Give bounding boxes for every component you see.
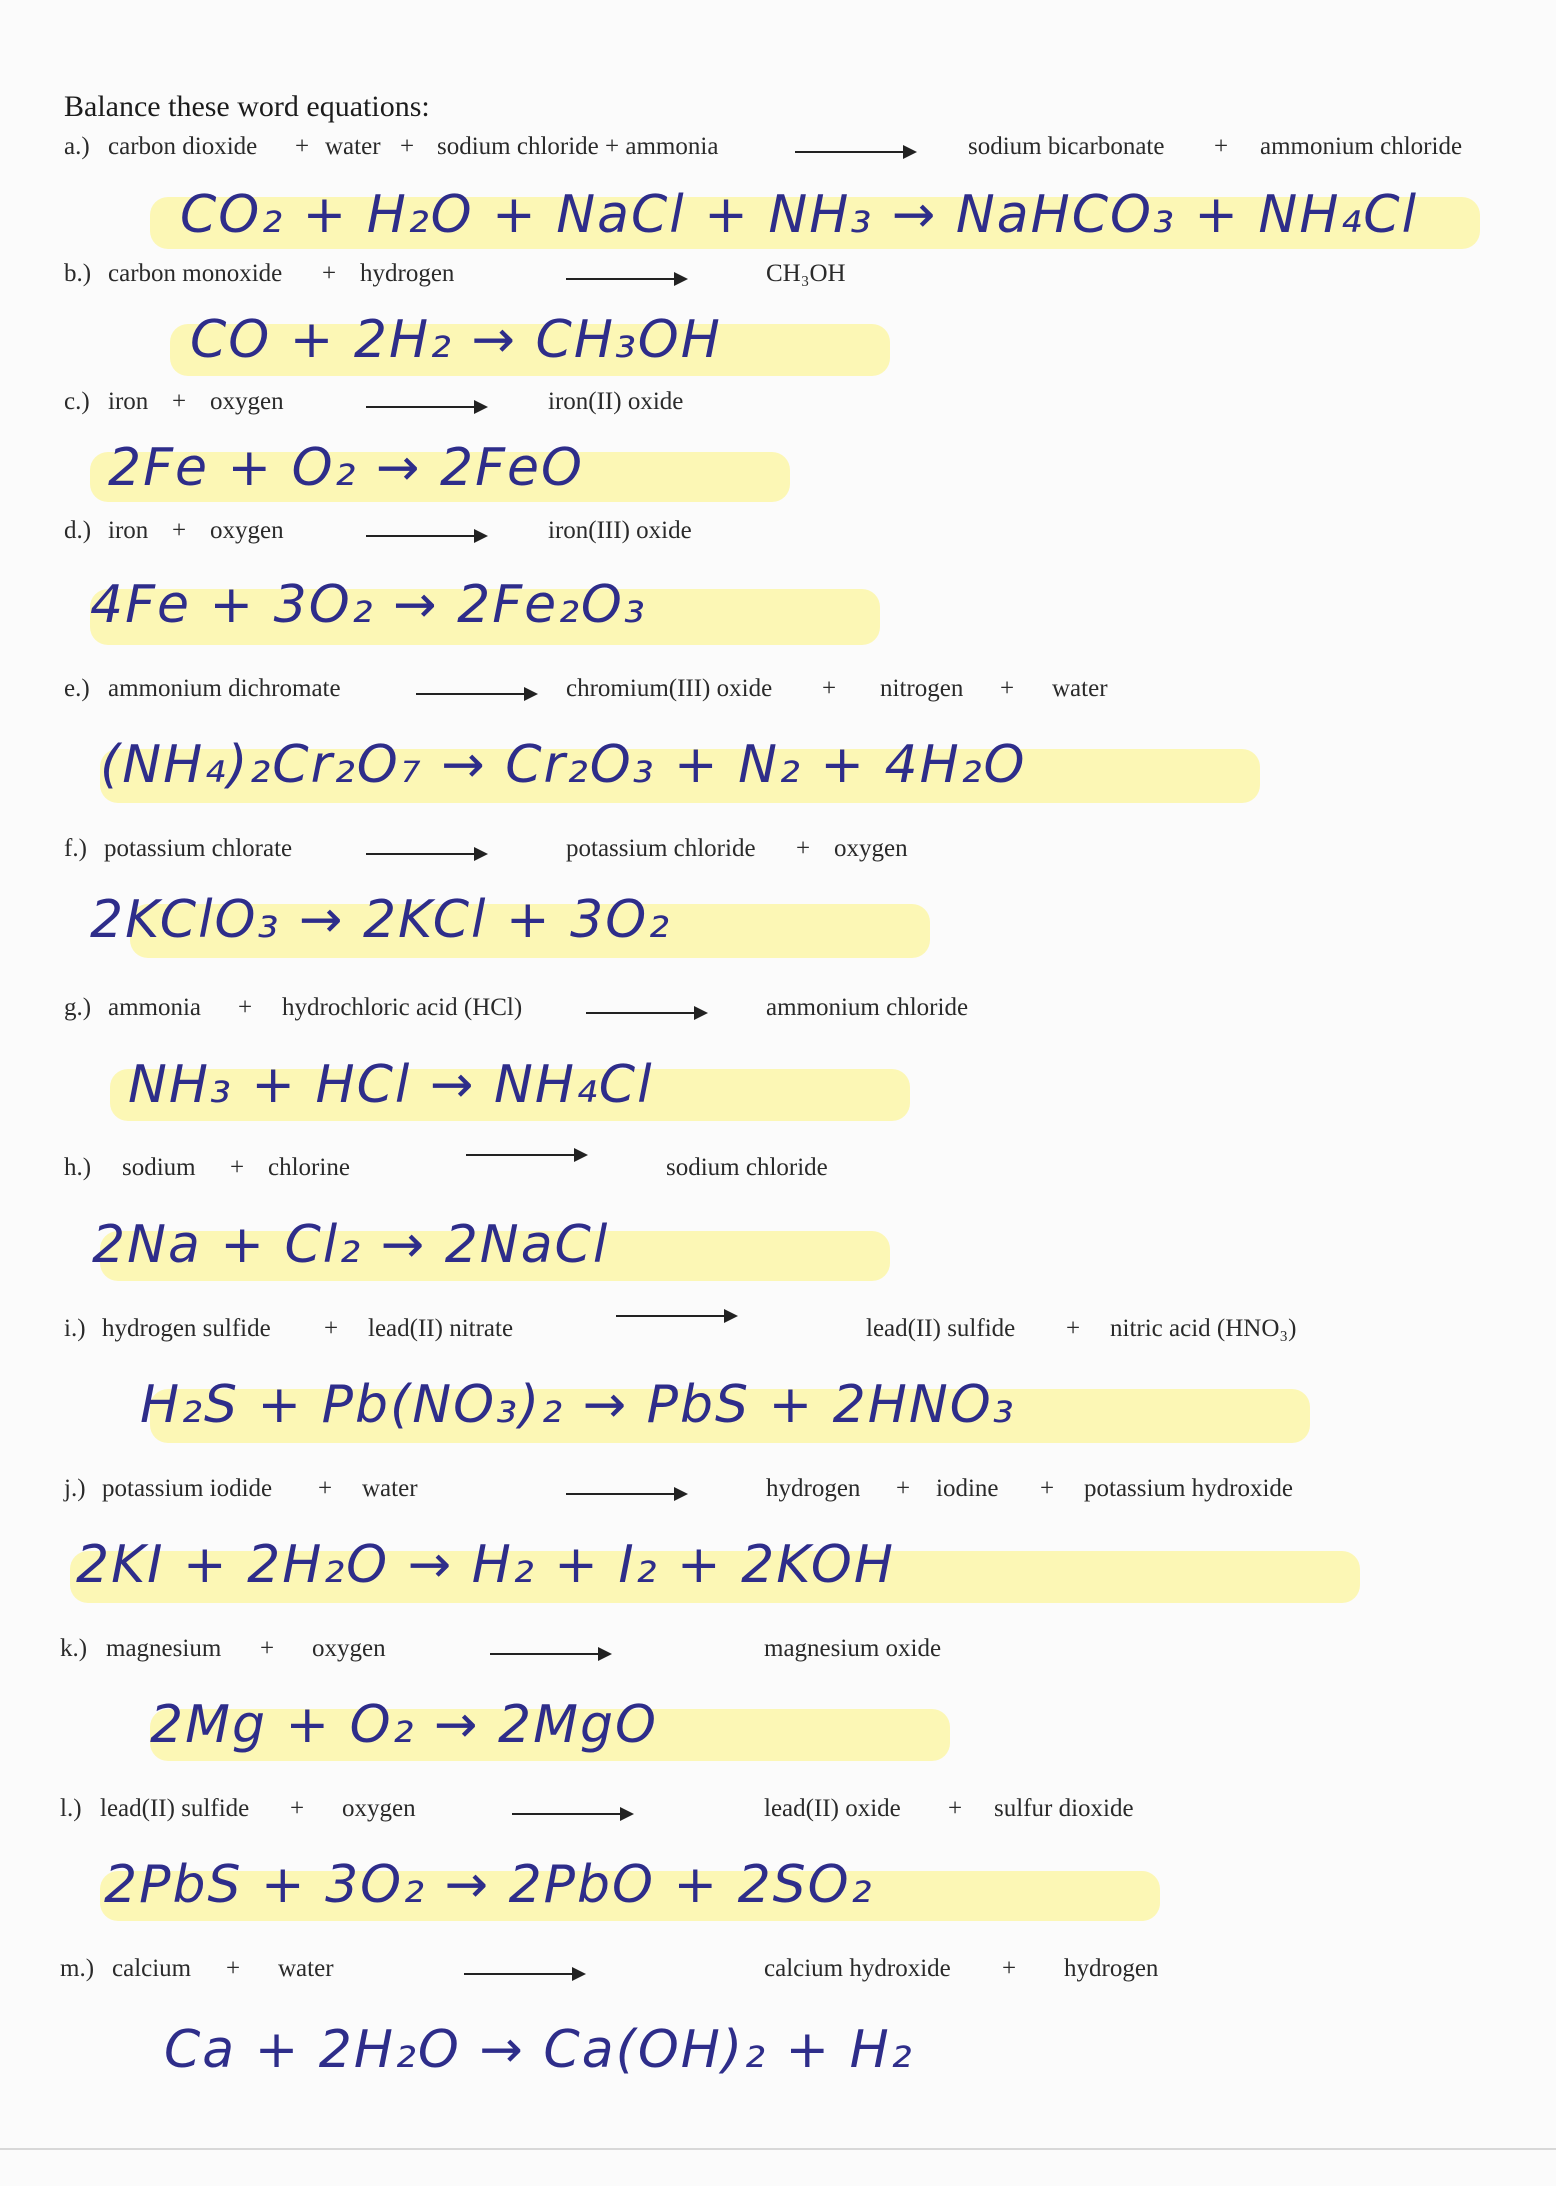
answer-e xyxy=(0,725,1556,815)
reactant: oxygen xyxy=(210,517,284,544)
plus-sign: + xyxy=(1066,1315,1081,1342)
reactant: calcium xyxy=(112,1955,192,1982)
reaction-arrow xyxy=(616,1315,736,1317)
answer-f xyxy=(0,880,1556,970)
page-edge xyxy=(0,2148,1556,2150)
reaction-arrow xyxy=(366,535,486,537)
question-row-i xyxy=(0,1315,1556,1355)
plus-sign: + xyxy=(322,260,337,287)
reactant: carbon dioxide xyxy=(108,133,258,160)
plus-sign: + xyxy=(1214,133,1229,160)
product: hydrogen xyxy=(1064,1955,1159,1982)
question-label: f.) xyxy=(64,835,87,862)
plus-sign: + xyxy=(226,1955,241,1982)
product: sodium bicarbonate xyxy=(968,133,1165,160)
reactant: oxygen xyxy=(342,1795,416,1822)
reaction-arrow xyxy=(416,693,536,695)
product: magnesium oxide xyxy=(764,1635,942,1662)
question-label: m.) xyxy=(60,1955,95,1982)
question-label: d.) xyxy=(64,517,92,544)
handwritten-answer: 2KI + 2H₂O → H₂ + I₂ + 2KOH xyxy=(76,1535,895,1595)
page-title: Balance these word equations: xyxy=(64,90,430,123)
reaction-arrow xyxy=(466,1154,586,1156)
reactant: sodium chloride + ammonia xyxy=(437,133,719,160)
question-row-j xyxy=(0,1475,1556,1515)
reactant: sodium xyxy=(122,1154,196,1181)
question-label: j.) xyxy=(64,1475,86,1502)
question-label: g.) xyxy=(64,994,92,1021)
reaction-arrow xyxy=(464,1973,584,1975)
product: ammonium chloride xyxy=(1260,133,1463,160)
reactant: hydrogen sulfide xyxy=(102,1315,271,1342)
product: oxygen xyxy=(834,835,908,862)
plus-sign: + xyxy=(172,517,187,544)
product: chromium(III) oxide xyxy=(566,675,773,702)
answer-j xyxy=(0,1525,1556,1615)
reactant: iron xyxy=(108,517,149,544)
question-label: l.) xyxy=(60,1795,82,1822)
question-label: e.) xyxy=(64,675,90,702)
product: CH₃OH xyxy=(766,260,846,287)
plus-sign: + xyxy=(1002,1955,1017,1982)
handwritten-answer: 2Fe + O₂ → 2FeO xyxy=(108,438,584,498)
product: iodine xyxy=(936,1475,999,1502)
handwritten-answer: NH₃ + HCl → NH₄Cl xyxy=(128,1055,654,1115)
answer-d xyxy=(0,565,1556,655)
reactant: potassium iodide xyxy=(102,1475,273,1502)
answer-h xyxy=(0,1205,1556,1295)
question-row-g xyxy=(0,994,1556,1034)
product: potassium chloride xyxy=(566,835,756,862)
answer-l xyxy=(0,1845,1556,1935)
product: iron(II) oxide xyxy=(548,388,684,415)
plus-sign: + xyxy=(796,835,811,862)
plus-sign: + xyxy=(822,675,837,702)
product: ammonium chloride xyxy=(766,994,969,1021)
question-label: a.) xyxy=(64,133,90,160)
plus-sign: + xyxy=(948,1795,963,1822)
plus-sign: + xyxy=(1040,1475,1055,1502)
handwritten-answer: (NH₄)₂Cr₂O₇ → Cr₂O₃ + N₂ + 4H₂O xyxy=(100,735,1027,795)
plus-sign: + xyxy=(172,388,187,415)
handwritten-answer: CO + 2H₂ → CH₃OH xyxy=(190,310,722,370)
question-label: i.) xyxy=(64,1315,86,1342)
reactant: water xyxy=(362,1475,418,1502)
answer-g xyxy=(0,1045,1556,1135)
question-row-b xyxy=(0,260,1556,300)
question-row-c xyxy=(0,388,1556,428)
question-row-e xyxy=(0,675,1556,715)
plus-sign: + xyxy=(318,1475,333,1502)
reaction-arrow xyxy=(566,278,686,280)
reactant: ammonia xyxy=(108,994,202,1021)
question-row-f xyxy=(0,835,1556,875)
product: nitric acid (HNO₃) xyxy=(1110,1315,1297,1342)
product: lead(II) sulfide xyxy=(866,1315,1016,1342)
handwritten-answer: 2PbS + 3O₂ → 2PbO + 2SO₂ xyxy=(104,1855,874,1915)
plus-sign: + xyxy=(295,133,310,160)
reactant: carbon monoxide xyxy=(108,260,283,287)
reactant: iron xyxy=(108,388,149,415)
product: calcium hydroxide xyxy=(764,1955,951,1982)
product: water xyxy=(1052,675,1108,702)
reactant: potassium chlorate xyxy=(104,835,293,862)
plus-sign: + xyxy=(400,133,415,160)
question-label: k.) xyxy=(60,1635,88,1662)
question-label: h.) xyxy=(64,1154,92,1181)
product: iron(III) oxide xyxy=(548,517,692,544)
answer-a xyxy=(0,175,1556,265)
product: lead(II) oxide xyxy=(764,1795,901,1822)
reactant: lead(II) sulfide xyxy=(100,1795,250,1822)
product: potassium hydroxide xyxy=(1084,1475,1294,1502)
product: hydrogen xyxy=(766,1475,861,1502)
reactant: ammonium dichromate xyxy=(108,675,341,702)
reactant: chlorine xyxy=(268,1154,350,1181)
reaction-arrow xyxy=(366,406,486,408)
plus-sign: + xyxy=(324,1315,339,1342)
plus-sign: + xyxy=(260,1635,275,1662)
question-row-h xyxy=(0,1154,1556,1194)
reaction-arrow xyxy=(566,1493,686,1495)
product: nitrogen xyxy=(880,675,964,702)
product: sulfur dioxide xyxy=(994,1795,1134,1822)
answer-k xyxy=(0,1685,1556,1775)
reactant: water xyxy=(278,1955,334,1982)
handwritten-answer: CO₂ + H₂O + NaCl + NH₃ → NaHCO₃ + NH₄Cl xyxy=(180,185,1419,245)
reaction-arrow xyxy=(795,151,915,153)
reaction-arrow xyxy=(490,1653,610,1655)
handwritten-answer: 2Na + Cl₂ → 2NaCl xyxy=(92,1215,610,1275)
question-row-m xyxy=(0,1955,1556,1995)
answer-i xyxy=(0,1365,1556,1455)
handwritten-answer: 2Mg + O₂ → 2MgO xyxy=(150,1695,658,1755)
question-row-a xyxy=(0,133,1556,173)
question-row-d xyxy=(0,517,1556,557)
reactant: magnesium xyxy=(106,1635,222,1662)
product: sodium chloride xyxy=(666,1154,828,1181)
answer-c xyxy=(0,428,1556,518)
question-row-k xyxy=(0,1635,1556,1675)
reaction-arrow xyxy=(586,1012,706,1014)
reactant: water xyxy=(325,133,381,160)
handwritten-answer: H₂S + Pb(NO₃)₂ → PbS + 2HNO₃ xyxy=(140,1375,1016,1435)
plus-sign: + xyxy=(1000,675,1015,702)
reaction-arrow xyxy=(512,1813,632,1815)
reaction-arrow xyxy=(366,853,486,855)
question-label: b.) xyxy=(64,260,92,287)
plus-sign: + xyxy=(896,1475,911,1502)
answer-m xyxy=(0,2010,1556,2100)
handwritten-answer: 4Fe + 3O₂ → 2Fe₂O₃ xyxy=(90,575,647,635)
handwritten-answer: Ca + 2H₂O → Ca(OH)₂ + H₂ xyxy=(164,2020,914,2080)
answer-b xyxy=(0,300,1556,390)
reactant: hydrogen xyxy=(360,260,455,287)
question-label: c.) xyxy=(64,388,90,415)
reactant: oxygen xyxy=(312,1635,386,1662)
reactant: oxygen xyxy=(210,388,284,415)
reactant: hydrochloric acid (HCl) xyxy=(282,994,523,1021)
plus-sign: + xyxy=(238,994,253,1021)
reactant: lead(II) nitrate xyxy=(368,1315,514,1342)
handwritten-answer: 2KClO₃ → 2KCl + 3O₂ xyxy=(90,890,671,950)
plus-sign: + xyxy=(290,1795,305,1822)
question-row-l xyxy=(0,1795,1556,1835)
plus-sign: + xyxy=(230,1154,245,1181)
